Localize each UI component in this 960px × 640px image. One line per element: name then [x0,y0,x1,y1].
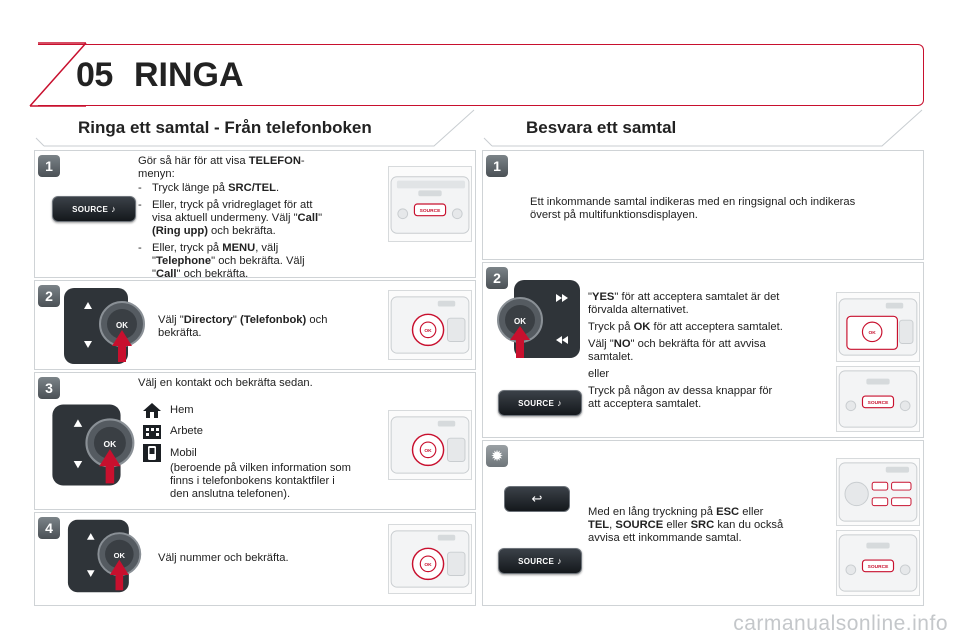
chapter-title: RINGA [134,56,244,94]
ok-label: OK [116,321,128,330]
step-badge: 1 [38,155,60,177]
esc-button[interactable] [504,486,570,512]
music-note-icon: ♪ [557,556,562,566]
contact-option-work: Arbete [142,422,203,440]
left-step-3-intro: Välj en kontakt och bekräfta sedan. [138,377,313,389]
radio-panel-thumbnail [836,366,920,432]
step-badge: 3 [38,377,60,399]
left-step-1-bullets: - Tryck länge på SRC/TEL. - Eller, tryck på vridreglaget för att visa aktuell undermeny. Välj "Call" (Ring upp) och bekräfta. - Eller, tryck på MENU, välj "Telephone" och bekräfta. Välj "Call" och bekräfta. [138,182,323,280]
steering-wheel-control[interactable] [494,276,584,362]
left-step-3-note: (beroende på vilken information som finns i telefonbokens kontaktfiler i den anslutna telefonen). [170,462,351,500]
ok-label: OK [113,550,126,560]
right-step-2-text: "YES" för att acceptera samtalet är det förvalda alternativet. Tryck på OK för att acceptera samtalet. Välj "NO" och bekräfta för att avvisa samtalet. eller Tryck på någon av dessa knappar för att acceptera samtalet. [588,291,783,410]
left-section-title: Ringa ett samtal - Från telefonboken [78,118,372,137]
step-badge: 1 [486,155,508,177]
source-button[interactable] [52,196,136,222]
right-step-3-text: Med en lång tryckning på ESC eller TEL, SOURCE eller SRC kan du också avvisa ett inkommande samtal. [588,506,784,544]
left-step-2-text: Välj "Directory" (Telefonbok) och bekräfta. [158,314,328,339]
steering-wheel-control[interactable] [58,284,150,368]
home-icon [142,401,162,419]
left-step-1-text: Gör så här för att visa TELEFON- menyn: [138,155,305,180]
left-step-4-text: Välj nummer och bekräfta. [158,552,289,564]
radio-panel-thumbnail [388,410,472,480]
radio-panel-thumbnail [388,290,472,360]
gear-icon: ✹ [486,445,508,467]
step-badge: 2 [486,267,508,289]
mobile-phone-icon [142,443,162,463]
steering-wheel-control[interactable] [62,516,150,596]
step-badge: 4 [38,517,60,539]
steering-wheel-control[interactable] [46,400,144,490]
music-note-icon: ♪ [111,204,116,214]
return-arrow-icon: ↩ [531,491,543,506]
footer-watermark: carmanualsonline.info [733,612,948,635]
radio-panel-thumbnail [836,530,920,596]
ok-label: OK [514,317,526,326]
radio-panel-thumbnail [836,458,920,526]
radio-panel-thumbnail [388,166,472,242]
radio-panel-thumbnail [388,524,472,594]
right-step-1-text: Ett inkommande samtal indikeras med en ringsignal och indikeras överst på multifunktionsdisplayen. [530,196,856,221]
music-note-icon: ♪ [557,398,562,408]
svg-text:SOURCE: SOURCE [867,564,889,570]
office-icon [142,422,162,440]
source-button-label: SOURCE [518,556,555,566]
source-button[interactable] [498,548,582,574]
source-button-label: SOURCE [72,204,109,214]
contact-option-mobile: Mobil [142,443,197,463]
svg-text:SOURCE: SOURCE [867,400,889,406]
step-badge: 2 [38,285,60,307]
contact-option-home: Hem [142,401,194,419]
svg-text:OK: OK [424,328,432,334]
source-button[interactable] [498,390,582,416]
svg-text:OK: OK [424,448,432,454]
radio-panel-thumbnail [836,292,920,362]
svg-text:OK: OK [424,562,432,568]
ok-label: OK [103,439,117,450]
svg-text:OK: OK [868,330,876,336]
chapter-number: 05 [76,56,113,94]
source-button-label: SOURCE [518,398,555,408]
svg-text:SOURCE: SOURCE [419,208,441,214]
right-section-title: Besvara ett samtal [526,118,677,137]
